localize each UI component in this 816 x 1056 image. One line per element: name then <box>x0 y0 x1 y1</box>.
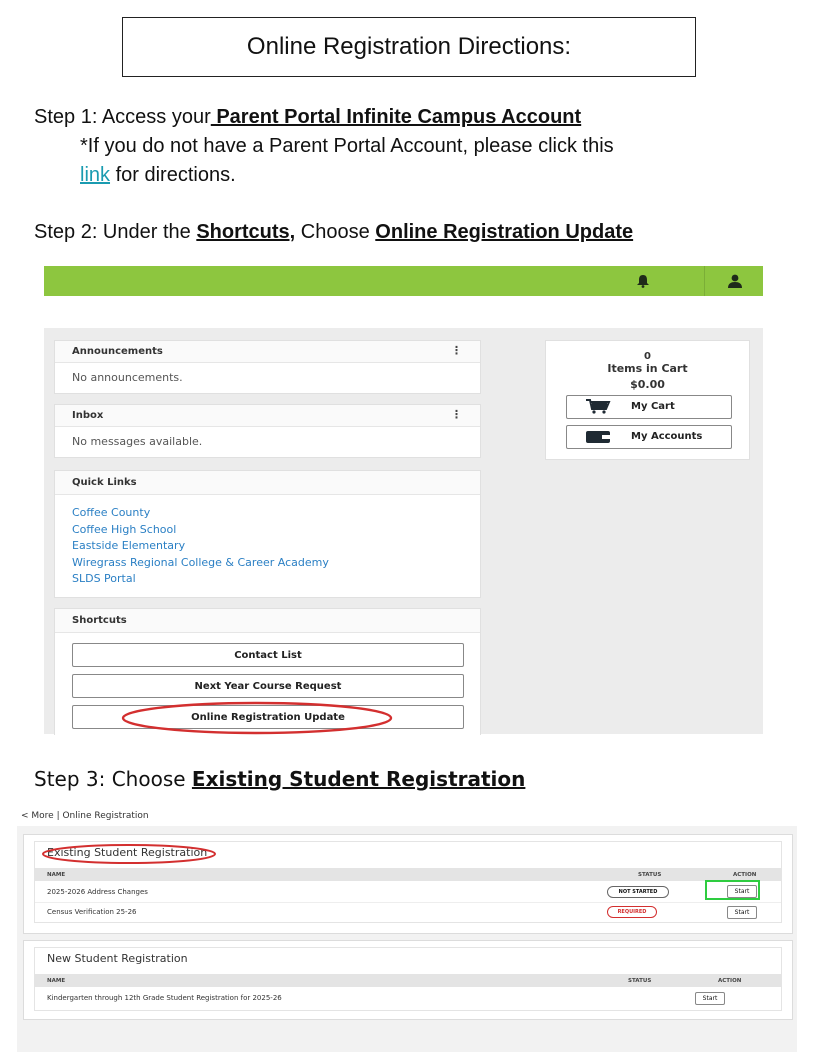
contact-list-button[interactable]: Contact List <box>72 643 464 667</box>
inbox-title: Inbox <box>72 410 104 421</box>
quick-link-item[interactable]: Coffee County <box>72 506 151 519</box>
inbox-body: No messages available. <box>72 435 203 448</box>
start-button[interactable]: Start <box>727 885 757 898</box>
header-status: STATUS <box>638 872 662 878</box>
header-status: STATUS <box>628 978 652 984</box>
inbox-header <box>55 405 480 427</box>
highlight-ellipse <box>39 842 223 866</box>
existing-registration-panel <box>23 834 793 934</box>
header-action: ACTION <box>718 978 742 984</box>
step-3 <box>34 767 525 791</box>
step-3-target: Existing Student Registration <box>191 767 526 791</box>
breadcrumb[interactable]: < More | Online Registration <box>21 811 149 821</box>
page-title: Online Registration Directions: <box>122 17 696 77</box>
header-name: NAME <box>47 872 66 878</box>
row-name: Kindergarten through 12th Grade Student Registration for 2025-26 <box>47 994 282 1002</box>
step-1 <box>34 105 581 129</box>
announcements-card <box>54 340 481 394</box>
status-badge: REQUIRED <box>607 906 657 918</box>
row-name: 2025-2026 Address Changes <box>47 888 148 896</box>
step-2-shortcuts: Shortcuts, <box>196 221 296 243</box>
new-registration-inner <box>34 947 782 1011</box>
step-2-middle: Choose <box>295 221 376 243</box>
shortcuts-header <box>55 609 480 633</box>
table-row <box>35 903 781 922</box>
step-1-note-suffix: for directions. <box>110 164 236 186</box>
quick-links-header <box>55 471 480 495</box>
bell-icon[interactable] <box>635 274 651 288</box>
quick-link-item[interactable]: Coffee High School <box>72 522 177 536</box>
wallet-icon <box>585 430 611 444</box>
shortcuts-title: Shortcuts <box>72 615 127 626</box>
kebab-menu-icon[interactable]: ⋮ <box>451 408 462 421</box>
existing-registration-title: Existing Student Registration <box>47 846 208 859</box>
announcements-header <box>55 341 480 363</box>
quick-link-item[interactable]: SLDS Portal <box>72 572 136 585</box>
status-badge: NOT STARTED <box>607 886 669 898</box>
online-registration-update-button[interactable]: Online Registration Update <box>72 705 464 729</box>
quick-links-list <box>55 495 480 588</box>
start-highlight-box <box>705 880 760 900</box>
announcements-body: No announcements. <box>72 371 183 384</box>
registration-screenshot <box>17 826 797 1052</box>
step-2 <box>34 220 633 244</box>
table-row <box>35 882 781 903</box>
topbar-divider <box>704 266 705 296</box>
table-header <box>35 974 781 987</box>
step-1-note-line2 <box>80 163 236 187</box>
directions-link[interactable]: link <box>80 164 111 186</box>
step-2-target: Online Registration Update <box>375 221 634 243</box>
cart-card <box>545 340 750 460</box>
quick-links-title: Quick Links <box>72 477 137 488</box>
quick-link-item[interactable]: Eastside Elementary <box>72 539 186 552</box>
new-registration-title: New Student Registration <box>47 952 188 965</box>
kebab-menu-icon[interactable]: ⋮ <box>451 344 462 357</box>
my-accounts-button[interactable] <box>566 425 732 449</box>
step-1-note: *If you do not have a Parent Portal Account, please click this <box>80 135 614 157</box>
inbox-card <box>54 404 481 458</box>
user-icon[interactable] <box>727 274 743 288</box>
portal-topbar <box>44 266 763 296</box>
announcements-title: Announcements <box>72 346 163 357</box>
cart-icon <box>585 399 611 414</box>
next-year-course-request-button[interactable]: Next Year Course Request <box>72 674 464 698</box>
portal-screenshot <box>44 266 763 734</box>
cart-count: 0 <box>644 351 651 362</box>
start-button[interactable]: Start <box>727 906 757 919</box>
quick-links-card <box>54 470 481 598</box>
parent-portal-link[interactable]: Parent Portal Infinite Campus Account <box>210 106 582 128</box>
header-action: ACTION <box>733 872 757 878</box>
start-button[interactable]: Start <box>695 992 725 1005</box>
new-registration-panel <box>23 940 793 1020</box>
cart-label: Items in Cart <box>607 362 688 375</box>
step-1-prefix: Step 1: Access your <box>34 106 211 128</box>
cart-total: $0.00 <box>630 378 665 391</box>
my-cart-label: My Cart <box>631 401 675 412</box>
step-2-prefix: Step 2: Under the <box>34 221 197 243</box>
highlight-ellipse <box>119 700 395 736</box>
my-cart-button[interactable] <box>566 395 732 419</box>
row-name: Census Verification 25-26 <box>47 908 137 916</box>
table-header <box>35 868 781 881</box>
existing-registration-inner <box>34 841 782 923</box>
my-accounts-label: My Accounts <box>631 431 703 442</box>
quick-link-item[interactable]: Wiregrass Regional College & Career Academy <box>72 555 329 569</box>
header-name: NAME <box>47 978 66 984</box>
step-3-prefix: Step 3: Choose <box>34 767 192 791</box>
portal-body <box>44 328 763 734</box>
table-row <box>35 988 781 1008</box>
